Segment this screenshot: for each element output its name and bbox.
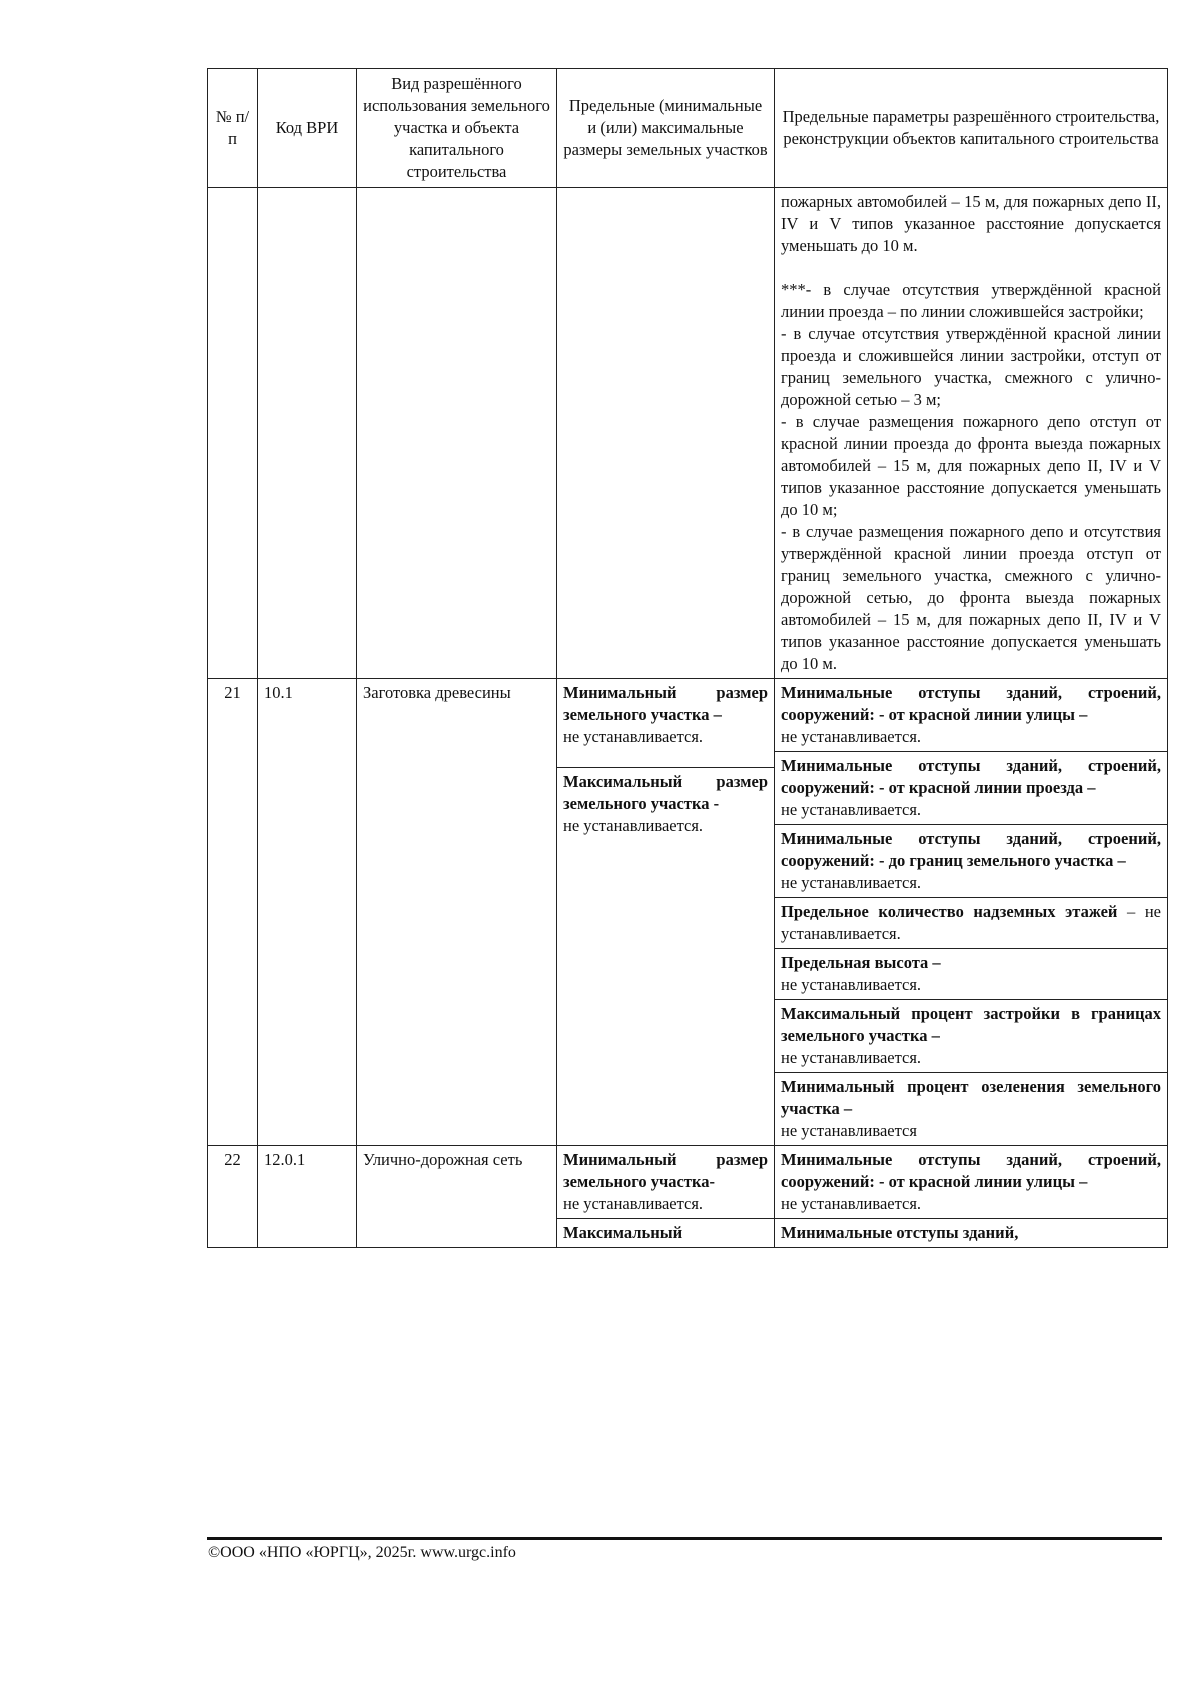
header-no: № п/п [208, 69, 258, 188]
row21-par3-label: Минимальные отступы зданий, строений, сооружений: - до границ земельного участка – [781, 829, 1161, 870]
row21-max-size-label: Максимальный размер земельного участка - [563, 772, 768, 813]
row22-par2-label: Минимальные отступы зданий, [781, 1223, 1019, 1242]
footer-divider [207, 1537, 1162, 1540]
row21-par5-value: не устанавливается. [781, 975, 922, 994]
continuation-p4: - в случае размещения пожарного депо отступ от красной линии проезда до фронта выезда пожарных автомобилей – 15 м, для пожарных депо II, IV и V типов указанное расстояние допускается уменьшать до 10 м; [781, 412, 1161, 519]
header-vri: Вид разрешённого использования земельного участка и объекта капитального строительства [357, 69, 557, 188]
row21-par1-value: не устанавливается. [781, 727, 922, 746]
header-size: Предельные (минимальные и (или) максимальные размеры земельных участков [557, 69, 775, 188]
row22-min-size-value: не устанавливается. [563, 1194, 704, 1213]
row21-no: 21 [208, 679, 258, 1146]
row22-max-size-label: Максимальный [563, 1223, 683, 1242]
header-params: Предельные параметры разрешённого строительства, реконструкции объектов капитального строительства [775, 69, 1168, 188]
row21-min-size-label: Минимальный размер земельного участка – [563, 683, 768, 724]
row21-par4-value: – не устанавливается. [781, 902, 1161, 943]
row21-par6-label: Максимальный процент застройки в границах земельного участка – [781, 1004, 1161, 1045]
page-footer: ©ООО «НПО «ЮРГЦ», 2025г. www.urgc.info [208, 1544, 516, 1561]
row21-code: 10.1 [258, 679, 357, 1146]
row22-par1-value: не устанавливается. [781, 1194, 922, 1213]
header-code: Код ВРИ [258, 69, 357, 188]
row21-par6-value: не устанавливается. [781, 1048, 922, 1067]
row21-par3-value: не устанавливается. [781, 873, 922, 892]
row21-par2-value: не устанавливается. [781, 800, 922, 819]
row21-par7-value: не устанавливается [781, 1121, 917, 1140]
table-row-21 [208, 679, 1168, 1146]
zoning-table [207, 68, 1168, 1248]
row22-code: 12.0.1 [258, 1146, 357, 1248]
row21-par5-label: Предельная высота – [781, 953, 941, 972]
continuation-p2: ***- в случае отсутствия утверждённой красной линии проезда – по линии сложившейся застройки; [781, 280, 1161, 321]
row21-max-size-value: не устанавливается. [563, 816, 704, 835]
table-header-row [208, 69, 1168, 188]
continuation-cell [775, 188, 1168, 679]
row22-params-cell [775, 1146, 1168, 1248]
row21-size-cell [557, 679, 775, 1146]
row22-size-cell [557, 1146, 775, 1248]
row22-no: 22 [208, 1146, 258, 1248]
table-row-continuation [208, 188, 1168, 679]
table-row-22 [208, 1146, 1168, 1248]
row21-par2-label: Минимальные отступы зданий, строений, сооружений: - от красной линии проезда – [781, 756, 1161, 797]
row22-min-size-label: Минимальный размер земельного участка- [563, 1150, 768, 1191]
row21-par4-label: Предельное количество надземных этажей [781, 902, 1118, 921]
row22-vri: Улично-дорожная сеть [357, 1146, 557, 1248]
continuation-p5: - в случае размещения пожарного депо и отсутствия утверждённой красной линии проезда отступ от границ земельного участка, смежного с улично-дорожной сетью, до фронта выезда пожарных автомобилей – 15 м, для пожарных депо II, IV и V типов указанное расстояние допускается уменьшать до 10 м. [781, 522, 1161, 673]
row21-par7-label: Минимальный процент озеленения земельного участка – [781, 1077, 1161, 1118]
row22-par1-label: Минимальные отступы зданий, строений, сооружений: - от красной линии улицы – [781, 1150, 1161, 1191]
row21-min-size-value: не устанавливается. [563, 727, 704, 746]
row21-params-cell [775, 679, 1168, 1146]
row21-vri: Заготовка древесины [357, 679, 557, 1146]
row21-par1-label: Минимальные отступы зданий, строений, сооружений: - от красной линии улицы – [781, 683, 1161, 724]
continuation-p1: пожарных автомобилей – 15 м, для пожарных депо II, IV и V типов указанное расстояние допускается уменьшать до 10 м. [781, 192, 1161, 255]
continuation-p3: - в случае отсутствия утверждённой красной линии проезда и сложившейся линии застройки, отступ от границ земельного участка, смежного с улично-дорожной сетью – 3 м; [781, 324, 1161, 409]
